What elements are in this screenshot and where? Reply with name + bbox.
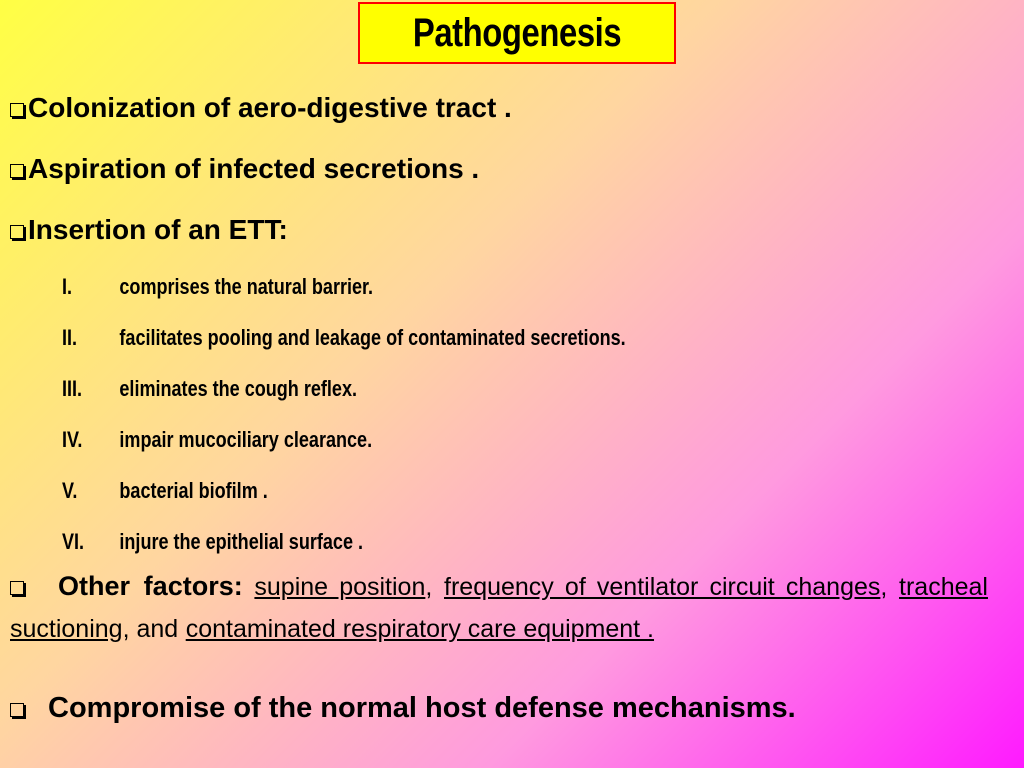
other-factors-paragraph: Other factors: supine position, frequency of ventilator circuit changes, tracheal suctioning, and contaminated respiratory care equipment .: [10, 571, 988, 643]
item-text: bacterial biofilm .: [119, 478, 268, 503]
bullet-ett: Insertion of an ETT:: [10, 214, 288, 246]
ett-item: [62, 427, 372, 453]
factor-equipment: contaminated respiratory care equipment .: [185, 615, 655, 643]
bullet-host-defense: Compromise of the normal host defense mechanisms.: [10, 692, 796, 725]
item-text: eliminates the cough reflex.: [119, 376, 357, 401]
ett-item: [62, 529, 363, 555]
item-text: injure the epithelial surface .: [119, 529, 364, 554]
item-number: V.: [62, 478, 78, 503]
checkbox-bullet-icon: [10, 103, 24, 117]
item-text: facilitates pooling and leakage of contaminated secretions.: [119, 325, 626, 350]
ett-item: [62, 376, 357, 402]
ett-item: [62, 274, 373, 300]
item-number: IV.: [62, 427, 83, 452]
item-text: comprises the natural barrier.: [119, 274, 374, 299]
factor-ventilator: frequency of ventilator circuit changes: [444, 573, 881, 601]
item-number: I.: [62, 274, 73, 299]
checkbox-bullet-icon: [10, 164, 24, 178]
other-factors-lead: Other factors:: [58, 571, 243, 601]
bullet-aspiration: Aspiration of infected secretions .: [10, 153, 479, 185]
ett-item: [62, 478, 268, 504]
bullet-colonization: Colonization of aero-digestive tract .: [10, 92, 512, 124]
checkbox-bullet-icon: [10, 581, 24, 595]
item-number: III.: [62, 376, 83, 401]
item-number: VI.: [62, 529, 85, 554]
title-box: [358, 2, 676, 64]
factor-supine: supine position: [254, 573, 426, 601]
slide-title: Pathogenesis: [412, 10, 622, 55]
ett-item: [62, 325, 626, 351]
checkbox-bullet-icon: [10, 225, 24, 239]
item-number: II.: [62, 325, 78, 350]
checkbox-bullet-icon: [10, 703, 24, 717]
item-text: impair mucociliary clearance.: [119, 427, 373, 452]
factor-suctioning: tracheal suctioning: [10, 573, 988, 643]
